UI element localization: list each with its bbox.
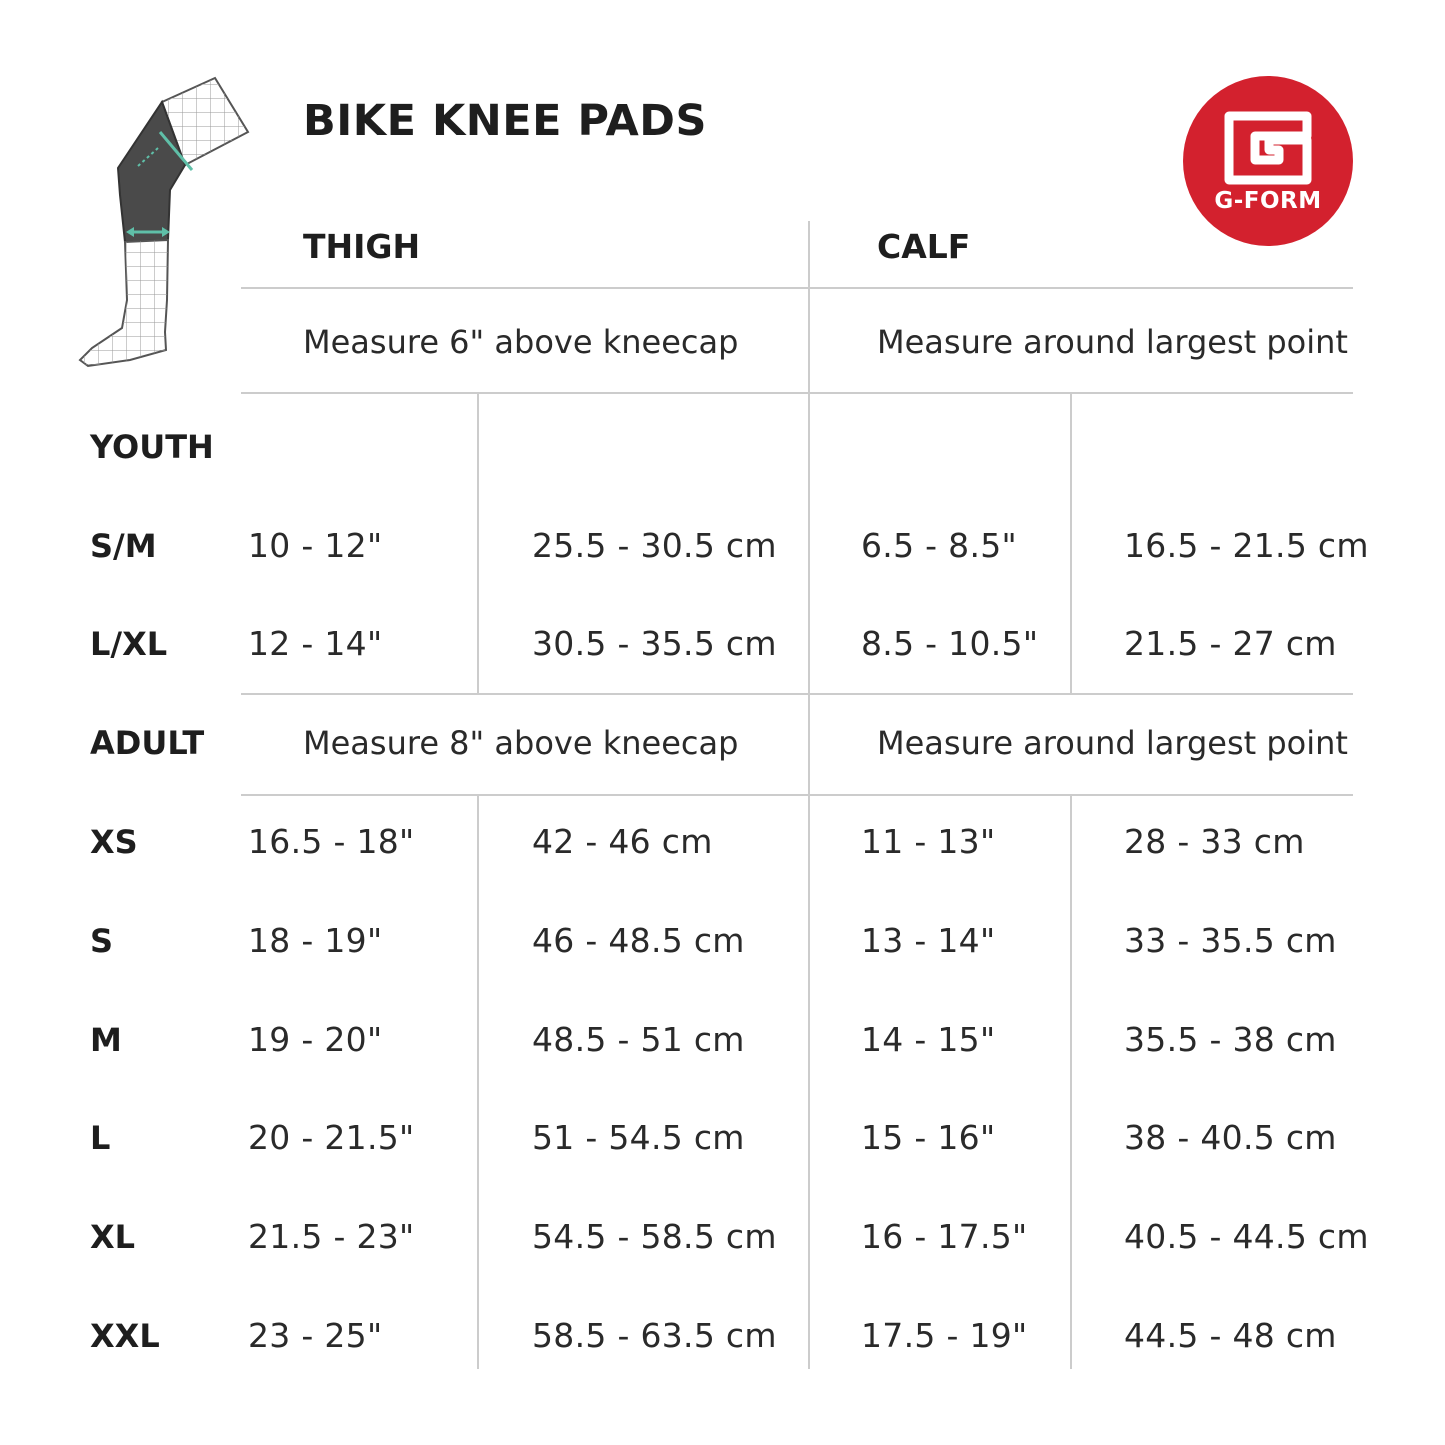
divider	[241, 693, 1353, 695]
page-title: BIKE KNEE PADS	[303, 96, 707, 146]
youth-calf-note: Measure around largest point	[877, 323, 1348, 361]
thigh-cm: 30.5 - 35.5 cm	[532, 624, 777, 663]
calf-inches: 14 - 15"	[861, 1020, 996, 1059]
size-label: XL	[90, 1218, 136, 1256]
thigh-inches: 20 - 21.5"	[248, 1118, 415, 1157]
calf-cm: 38 - 40.5 cm	[1124, 1118, 1337, 1157]
size-label: L	[90, 1119, 111, 1157]
calf-inches: 6.5 - 8.5"	[861, 526, 1018, 565]
calf-cm: 40.5 - 44.5 cm	[1124, 1217, 1369, 1256]
size-label: L/XL	[90, 625, 168, 663]
column-header-calf: CALF	[877, 227, 971, 266]
thigh-cm: 54.5 - 58.5 cm	[532, 1217, 777, 1256]
calf-inches: 11 - 13"	[861, 822, 996, 861]
calf-cm: 21.5 - 27 cm	[1124, 624, 1337, 663]
divider	[808, 221, 810, 1369]
calf-inches: 17.5 - 19"	[861, 1316, 1028, 1355]
divider	[1070, 392, 1072, 693]
column-header-thigh: THIGH	[303, 227, 421, 266]
thigh-inches: 23 - 25"	[248, 1316, 383, 1355]
divider	[1070, 794, 1072, 1369]
calf-inches: 13 - 14"	[861, 921, 996, 960]
thigh-inches: 16.5 - 18"	[248, 822, 415, 861]
logo-text: G-FORM	[1214, 188, 1322, 214]
thigh-cm: 58.5 - 63.5 cm	[532, 1316, 777, 1355]
size-label: M	[90, 1021, 122, 1059]
thigh-cm: 46 - 48.5 cm	[532, 921, 745, 960]
g-form-mark-icon	[1221, 110, 1315, 186]
size-label: XXL	[90, 1317, 160, 1355]
divider	[477, 392, 479, 693]
adult-calf-note: Measure around largest point	[877, 724, 1348, 762]
thigh-inches: 10 - 12"	[248, 526, 383, 565]
section-label-adult: ADULT	[90, 724, 205, 762]
thigh-inches: 19 - 20"	[248, 1020, 383, 1059]
calf-cm: 28 - 33 cm	[1124, 822, 1305, 861]
section-label-youth: YOUTH	[90, 428, 214, 466]
size-label: S	[90, 922, 114, 960]
leg-illustration	[70, 70, 260, 380]
thigh-cm: 42 - 46 cm	[532, 822, 713, 861]
calf-inches: 16 - 17.5"	[861, 1217, 1028, 1256]
size-label: S/M	[90, 527, 157, 565]
thigh-inches: 21.5 - 23"	[248, 1217, 415, 1256]
calf-cm: 35.5 - 38 cm	[1124, 1020, 1337, 1059]
divider	[241, 794, 1353, 796]
thigh-inches: 12 - 14"	[248, 624, 383, 663]
calf-cm: 33 - 35.5 cm	[1124, 921, 1337, 960]
divider	[241, 392, 1353, 394]
divider	[241, 287, 1353, 289]
size-label: XS	[90, 823, 138, 861]
adult-thigh-note: Measure 8" above kneecap	[303, 724, 739, 762]
thigh-cm: 48.5 - 51 cm	[532, 1020, 745, 1059]
calf-inches: 15 - 16"	[861, 1118, 996, 1157]
calf-inches: 8.5 - 10.5"	[861, 624, 1039, 663]
calf-cm: 16.5 - 21.5 cm	[1124, 526, 1369, 565]
divider	[477, 794, 479, 1369]
thigh-cm: 25.5 - 30.5 cm	[532, 526, 777, 565]
brand-logo	[1183, 76, 1353, 246]
thigh-cm: 51 - 54.5 cm	[532, 1118, 745, 1157]
youth-thigh-note: Measure 6" above kneecap	[303, 323, 739, 361]
thigh-inches: 18 - 19"	[248, 921, 383, 960]
calf-cm: 44.5 - 48 cm	[1124, 1316, 1337, 1355]
